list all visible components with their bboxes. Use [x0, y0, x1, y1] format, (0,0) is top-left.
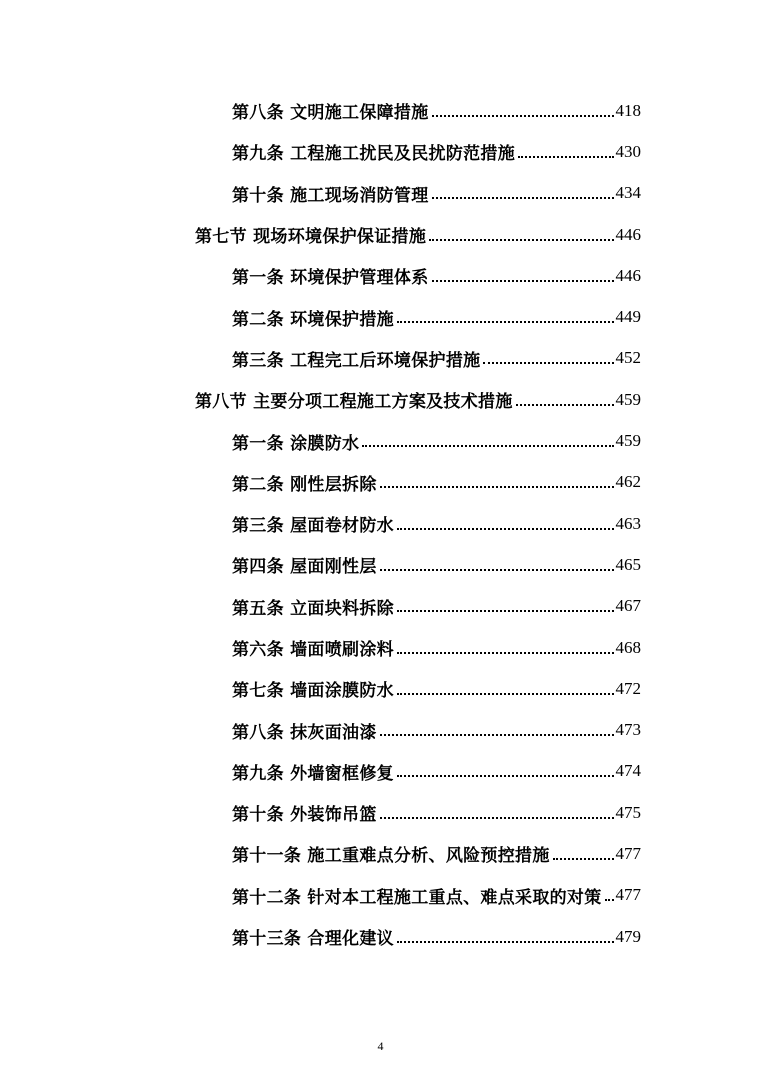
toc-entry-title: 第一条 涂膜防水 — [232, 433, 360, 454]
toc-dot-leader — [397, 321, 614, 323]
toc-entry-title: 第五条 立面块料拆除 — [232, 598, 394, 619]
toc-entry[interactable] — [0, 627, 641, 668]
toc-entry[interactable] — [0, 420, 641, 461]
toc-dot-leader — [605, 899, 614, 901]
toc-entry-title: 第七条 墙面涂膜防水 — [232, 681, 394, 702]
toc-entry-page: 446 — [615, 224, 641, 244]
toc-entry-title: 第八节 主要分项工程施工方案及技术措施 — [195, 392, 513, 413]
toc-entry[interactable] — [0, 544, 641, 585]
toc-entry-page: 462 — [615, 472, 641, 492]
toc-entry[interactable] — [0, 586, 641, 627]
toc-entry[interactable] — [0, 173, 641, 214]
toc-dot-leader — [553, 858, 614, 860]
toc-entry-title: 第十一条 施工重难点分析、风险预控措施 — [232, 846, 550, 867]
toc-entry[interactable] — [0, 255, 641, 296]
toc-entry-title: 第二条 刚性层拆除 — [232, 474, 377, 495]
toc-entry[interactable] — [0, 709, 641, 750]
toc-dot-leader — [397, 693, 614, 695]
toc-entry-title: 第十三条 合理化建议 — [232, 929, 394, 950]
toc-entry[interactable] — [0, 916, 641, 957]
toc-entry-page: 430 — [615, 141, 641, 161]
toc-entry-title: 第十条 施工现场消防管理 — [232, 185, 429, 206]
toc-entry-page: 446 — [615, 265, 641, 285]
toc-entry[interactable] — [0, 90, 641, 131]
toc-entry-page: 473 — [615, 720, 641, 740]
toc-dot-leader — [432, 280, 614, 282]
toc-dot-leader — [518, 156, 613, 158]
toc-entry[interactable] — [0, 875, 641, 916]
toc-dot-leader — [380, 486, 614, 488]
toc-entry-title: 第三条 屋面卷材防水 — [232, 516, 394, 537]
table-of-contents — [0, 90, 761, 957]
toc-entry-page: 452 — [615, 348, 641, 368]
toc-entry-page: 477 — [615, 843, 641, 863]
toc-dot-leader — [397, 528, 614, 530]
toc-dot-leader — [397, 652, 614, 654]
toc-entry-page: 479 — [615, 926, 641, 946]
toc-entry-page: 434 — [615, 183, 641, 203]
toc-section-entry[interactable] — [0, 214, 641, 255]
toc-entry[interactable] — [0, 338, 641, 379]
toc-entry-page: 418 — [615, 100, 641, 120]
toc-entry-title: 第七节 现场环境保护保证措施 — [195, 227, 427, 248]
toc-dot-leader — [380, 817, 614, 819]
toc-entry-page: 475 — [615, 802, 641, 822]
toc-entry-title: 第十二条 针对本工程施工重点、难点采取的对策 — [232, 887, 602, 908]
toc-entry[interactable] — [0, 668, 641, 709]
toc-dot-leader — [429, 239, 613, 241]
toc-dot-leader — [432, 115, 614, 117]
toc-entry[interactable] — [0, 296, 641, 337]
toc-entry-title: 第一条 环境保护管理体系 — [232, 268, 429, 289]
toc-entry[interactable] — [0, 833, 641, 874]
toc-entry-page: 459 — [615, 431, 641, 451]
toc-dot-leader — [397, 610, 614, 612]
toc-entry-title: 第二条 环境保护措施 — [232, 309, 394, 330]
toc-dot-leader — [516, 404, 614, 406]
toc-dot-leader — [397, 775, 614, 777]
toc-dot-leader — [380, 734, 614, 736]
toc-entry-title: 第三条 工程完工后环境保护措施 — [232, 350, 481, 371]
toc-entry-page: 465 — [615, 554, 641, 574]
toc-dot-leader — [380, 569, 614, 571]
toc-entry[interactable] — [0, 751, 641, 792]
toc-entry-page: 477 — [615, 885, 641, 905]
toc-entry[interactable] — [0, 131, 641, 172]
toc-dot-leader — [483, 362, 613, 364]
toc-entry[interactable] — [0, 792, 641, 833]
toc-dot-leader — [432, 197, 614, 199]
toc-entry[interactable] — [0, 503, 641, 544]
toc-entry-title: 第八条 抹灰面油漆 — [232, 722, 377, 743]
toc-entry-title: 第四条 屋面刚性层 — [232, 557, 377, 578]
toc-entry[interactable] — [0, 462, 641, 503]
toc-entry-page: 472 — [615, 678, 641, 698]
toc-entry-title: 第八条 文明施工保障措施 — [232, 103, 429, 124]
toc-entry-page: 467 — [615, 596, 641, 616]
page-number: 4 — [377, 1039, 384, 1053]
toc-dot-leader — [397, 941, 614, 943]
toc-section-entry[interactable] — [0, 379, 641, 420]
toc-entry-page: 463 — [615, 513, 641, 533]
toc-entry-page: 468 — [615, 637, 641, 657]
toc-entry-title: 第九条 工程施工扰民及民扰防范措施 — [232, 144, 516, 165]
toc-entry-title: 第六条 墙面喷刷涂料 — [232, 640, 394, 660]
toc-entry-title: 第九条 外墙窗框修复 — [232, 763, 394, 784]
toc-entry-page: 474 — [615, 761, 641, 781]
toc-entry-title: 第十条 外装饰吊篮 — [232, 805, 377, 826]
toc-entry-page: 459 — [615, 389, 641, 409]
toc-dot-leader — [362, 445, 613, 447]
toc-entry-page: 449 — [615, 307, 641, 327]
